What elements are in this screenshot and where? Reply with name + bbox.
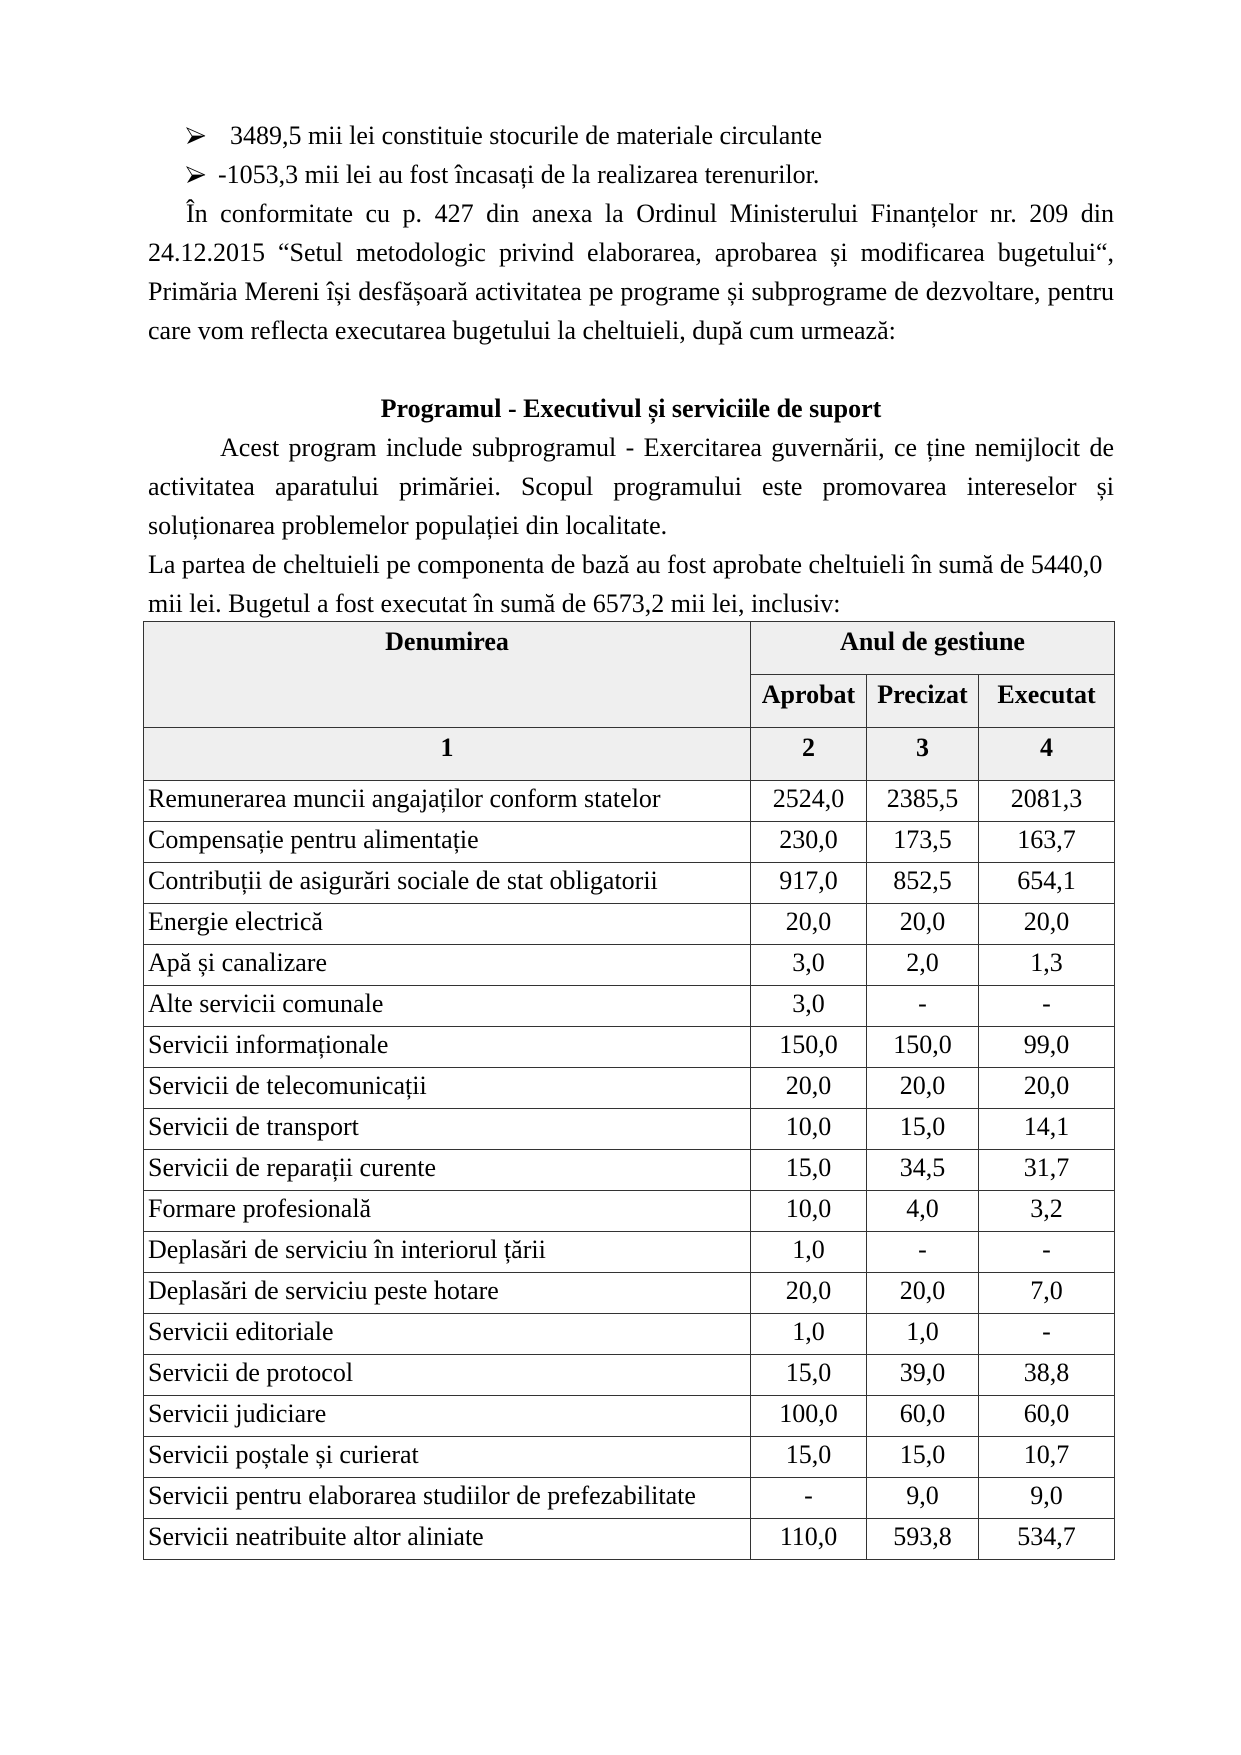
table-row xyxy=(144,1109,1115,1150)
row-name-cell: Deplasări de serviciu în interiorul țării xyxy=(144,1232,751,1273)
table-row xyxy=(144,1068,1115,1109)
aprobat-cell: 10,0 xyxy=(751,1109,867,1150)
paragraph-program-description xyxy=(148,428,1114,545)
precizat-cell: 20,0 xyxy=(867,1068,979,1109)
header-anul-de-gestiune: Anul de gestiune xyxy=(751,622,1115,675)
table-row xyxy=(144,1519,1115,1560)
executat-cell: 10,7 xyxy=(979,1437,1115,1478)
executat-cell: 7,0 xyxy=(979,1273,1115,1314)
row-name-cell: Servicii neatribuite altor aliniate xyxy=(144,1519,751,1560)
bullet-item xyxy=(148,116,1114,155)
aprobat-cell: 100,0 xyxy=(751,1396,867,1437)
arrowhead-bullet-icon xyxy=(186,116,208,155)
table-row xyxy=(144,1437,1115,1478)
table-row xyxy=(144,1027,1115,1068)
executat-cell: 163,7 xyxy=(979,822,1115,863)
executat-cell: 14,1 xyxy=(979,1109,1115,1150)
paragraph-regulation xyxy=(148,194,1114,350)
row-name-cell: Servicii pentru elaborarea studiilor de prefezabilitate xyxy=(144,1478,751,1519)
aprobat-cell: 1,0 xyxy=(751,1232,867,1273)
row-name-cell: Servicii editoriale xyxy=(144,1314,751,1355)
aprobat-cell: 3,0 xyxy=(751,986,867,1027)
header-denumirea: Denumirea xyxy=(144,622,751,728)
program-heading: Programul - Executivul și serviciile de suport xyxy=(380,394,882,423)
precizat-cell: 2385,5 xyxy=(867,781,979,822)
precizat-cell: - xyxy=(867,986,979,1027)
table-row xyxy=(144,945,1115,986)
row-name-cell: Servicii judiciare xyxy=(144,1396,751,1437)
aprobat-cell: 15,0 xyxy=(751,1437,867,1478)
aprobat-cell: 20,0 xyxy=(751,904,867,945)
row-name-cell: Energie electrică xyxy=(144,904,751,945)
row-name-cell: Servicii de transport xyxy=(144,1109,751,1150)
executat-cell: 31,7 xyxy=(979,1150,1115,1191)
paragraph-budget-summary: La partea de cheltuieli pe componenta de bază au fost aprobate cheltuieli în sumă de 5440,0 mii lei. Bugetul a fost executat în sumă de 6573,2 mii lei, inclusiv: xyxy=(148,550,1103,618)
bullet-list xyxy=(148,116,1114,194)
table-row xyxy=(144,1396,1115,1437)
table-row xyxy=(144,781,1115,822)
aprobat-cell: 3,0 xyxy=(751,945,867,986)
table-row xyxy=(144,904,1115,945)
executat-cell: 1,3 xyxy=(979,945,1115,986)
bullet-text: -1053,3 mii lei au fost încasați de la realizarea terenurilor. xyxy=(218,160,820,189)
budget-table xyxy=(143,621,1115,1560)
aprobat-cell: 230,0 xyxy=(751,822,867,863)
executat-cell: - xyxy=(979,1232,1115,1273)
row-name-cell: Servicii de reparații curente xyxy=(144,1150,751,1191)
table-row xyxy=(144,1478,1115,1519)
table-row xyxy=(144,863,1115,904)
row-name-cell: Servicii informaționale xyxy=(144,1027,751,1068)
table-row xyxy=(144,986,1115,1027)
table-row xyxy=(144,822,1115,863)
precizat-cell: 1,0 xyxy=(867,1314,979,1355)
aprobat-cell: 110,0 xyxy=(751,1519,867,1560)
aprobat-cell: 2524,0 xyxy=(751,781,867,822)
header-col-number: 2 xyxy=(751,728,867,781)
executat-cell: 654,1 xyxy=(979,863,1115,904)
precizat-cell: 34,5 xyxy=(867,1150,979,1191)
precizat-cell: 39,0 xyxy=(867,1355,979,1396)
executat-cell: 2081,3 xyxy=(979,781,1115,822)
row-name-cell: Apă și canalizare xyxy=(144,945,751,986)
precizat-cell: 593,8 xyxy=(867,1519,979,1560)
row-name-cell: Alte servicii comunale xyxy=(144,986,751,1027)
bullet-text: 3489,5 mii lei constituie stocurile de materiale circulante xyxy=(230,121,823,150)
executat-cell: 20,0 xyxy=(979,1068,1115,1109)
table-row xyxy=(144,1150,1115,1191)
executat-cell: 20,0 xyxy=(979,904,1115,945)
precizat-cell: 852,5 xyxy=(867,863,979,904)
header-col-number: 4 xyxy=(979,728,1115,781)
executat-cell: - xyxy=(979,1314,1115,1355)
aprobat-cell: 917,0 xyxy=(751,863,867,904)
precizat-cell: 9,0 xyxy=(867,1478,979,1519)
precizat-cell: 173,5 xyxy=(867,822,979,863)
aprobat-cell: 20,0 xyxy=(751,1273,867,1314)
row-name-cell: Remunerarea muncii angajaților conform statelor xyxy=(144,781,751,822)
precizat-cell: 4,0 xyxy=(867,1191,979,1232)
precizat-cell: 2,0 xyxy=(867,945,979,986)
table-row xyxy=(144,1232,1115,1273)
table-row xyxy=(144,1355,1115,1396)
executat-cell: 99,0 xyxy=(979,1027,1115,1068)
aprobat-cell: - xyxy=(751,1478,867,1519)
aprobat-cell: 150,0 xyxy=(751,1027,867,1068)
budget-table-body xyxy=(144,781,1115,1560)
row-name-cell: Contribuții de asigurări sociale de stat obligatorii xyxy=(144,863,751,904)
paragraph-program-description-text: Acest program include subprogramul - Exercitarea guvernării, ce ține nemijlocit de activitatea aparatului primăriei. Scopul programului este promovarea intereselor și soluționarea problemelor populației din localitate. xyxy=(148,433,1114,540)
aprobat-cell: 1,0 xyxy=(751,1314,867,1355)
row-name-cell: Formare profesională xyxy=(144,1191,751,1232)
header-executat: Executat xyxy=(979,675,1115,728)
header-col-number: 3 xyxy=(867,728,979,781)
header-col-number: 1 xyxy=(144,728,751,781)
row-name-cell: Servicii poștale și curierat xyxy=(144,1437,751,1478)
header-precizat: Precizat xyxy=(867,675,979,728)
row-name-cell: Servicii de protocol xyxy=(144,1355,751,1396)
header-aprobat: Aprobat xyxy=(751,675,867,728)
aprobat-cell: 10,0 xyxy=(751,1191,867,1232)
row-name-cell: Compensație pentru alimentație xyxy=(144,822,751,863)
executat-cell: 534,7 xyxy=(979,1519,1115,1560)
aprobat-cell: 15,0 xyxy=(751,1150,867,1191)
precizat-cell: 15,0 xyxy=(867,1109,979,1150)
executat-cell: 9,0 xyxy=(979,1478,1115,1519)
table-row xyxy=(144,1314,1115,1355)
executat-cell: - xyxy=(979,986,1115,1027)
precizat-cell: 20,0 xyxy=(867,904,979,945)
arrowhead-bullet-icon xyxy=(186,155,208,194)
precizat-cell: 20,0 xyxy=(867,1273,979,1314)
row-name-cell: Deplasări de serviciu peste hotare xyxy=(144,1273,751,1314)
executat-cell: 38,8 xyxy=(979,1355,1115,1396)
aprobat-cell: 15,0 xyxy=(751,1355,867,1396)
executat-cell: 3,2 xyxy=(979,1191,1115,1232)
table-row xyxy=(144,1191,1115,1232)
precizat-cell: 60,0 xyxy=(867,1396,979,1437)
precizat-cell: - xyxy=(867,1232,979,1273)
paragraph-regulation-text: În conformitate cu p. 427 din anexa la Ordinul Ministerului Finanțelor nr. 209 din 24.12.2015 “Setul metodologic privind elaborarea, aprobarea și modificarea bugetului“, Primăria Mereni își desfășoară activitatea pe programe și subprograme de dezvoltare, pentru care vom reflecta executarea bugetului la cheltuieli, după cum urmează: xyxy=(148,199,1114,345)
precizat-cell: 15,0 xyxy=(867,1437,979,1478)
table-row xyxy=(144,1273,1115,1314)
executat-cell: 60,0 xyxy=(979,1396,1115,1437)
bullet-item xyxy=(148,155,1114,194)
precizat-cell: 150,0 xyxy=(867,1027,979,1068)
aprobat-cell: 20,0 xyxy=(751,1068,867,1109)
row-name-cell: Servicii de telecomunicații xyxy=(144,1068,751,1109)
